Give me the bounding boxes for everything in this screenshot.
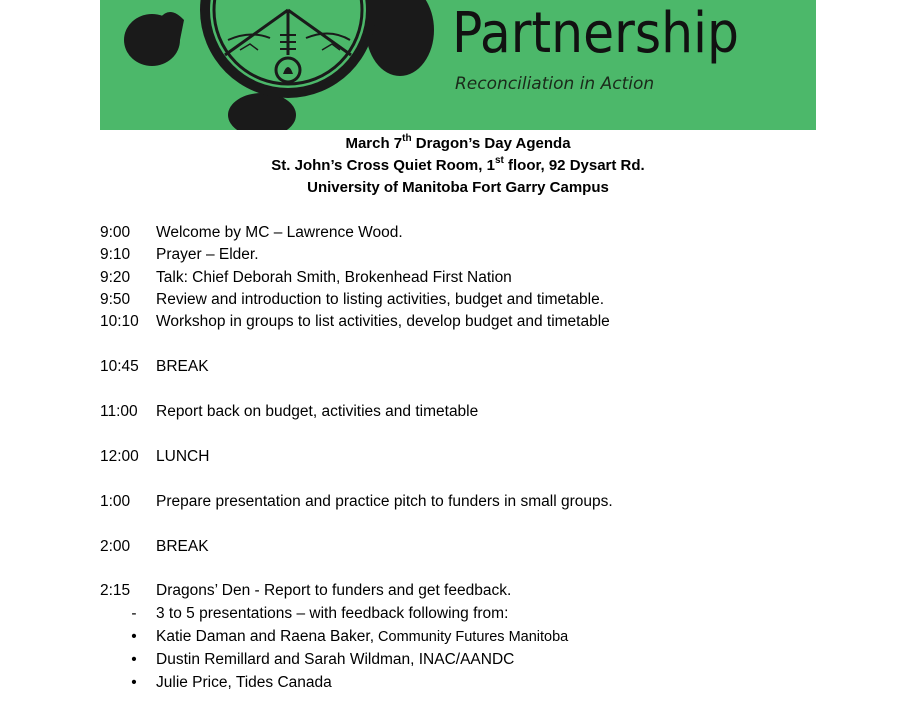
- agenda-text: BREAK: [156, 538, 209, 555]
- dash-marker: -: [131, 605, 137, 622]
- agenda-time: 9:50: [100, 291, 131, 308]
- agenda-text: BREAK: [156, 358, 209, 375]
- list-item-text: 3 to 5 presentations – with feedback following from:: [156, 605, 509, 622]
- agenda-text: Prayer – Elder.: [156, 246, 259, 263]
- bullet-marker: •: [131, 628, 137, 645]
- banner-title: Partnership: [452, 1, 739, 66]
- banner-subtitle: Reconciliation in Action: [455, 74, 655, 94]
- agenda-title: March 7th Dragon’s Day Agenda: [345, 133, 571, 152]
- agenda-time: 9:20: [100, 269, 131, 286]
- agenda-text: Report back on budget, activities and timetable: [156, 403, 479, 420]
- agenda-time: 2:15: [100, 582, 131, 599]
- agenda-location: St. John’s Cross Quiet Room, 1st floor, 92 Dysart Rd.: [271, 155, 645, 174]
- agenda-text: Dragons’ Den - Report to funders and get feedback.: [156, 582, 512, 599]
- list-item-text: Dustin Remillard and Sarah Wildman, INAC/AANDC: [156, 651, 515, 668]
- agenda-header: [100, 133, 816, 199]
- list-item-text: Julie Price, Tides Canada: [156, 674, 332, 691]
- agenda-time: 12:00: [100, 448, 139, 465]
- agenda-time: 10:45: [100, 358, 139, 375]
- list-item-text: Katie Daman and Raena Baker, Community Futures Manitoba: [156, 628, 569, 645]
- agenda-time: 1:00: [100, 493, 131, 510]
- bullet-marker: •: [131, 651, 137, 668]
- agenda-time: 10:10: [100, 313, 139, 330]
- agenda-text: Welcome by MC – Lawrence Wood.: [156, 224, 403, 241]
- agenda-campus: University of Manitoba Fort Garry Campus: [307, 179, 609, 196]
- agenda-text: LUNCH: [156, 448, 210, 465]
- agenda-time: 11:00: [100, 403, 138, 420]
- agenda-text: Workshop in groups to list activities, develop budget and timetable: [156, 313, 610, 330]
- bullet-marker: •: [131, 674, 137, 691]
- agenda-time: 2:00: [100, 538, 131, 555]
- header-banner: [100, 0, 816, 130]
- agenda-text: Review and introduction to listing activities, budget and timetable.: [156, 291, 605, 308]
- agenda-text: Talk: Chief Deborah Smith, Brokenhead First Nation: [156, 269, 512, 286]
- turtle-medicine-wheel-icon: [100, 0, 440, 130]
- agenda-time: 9:00: [100, 224, 131, 241]
- agenda-text: Prepare presentation and practice pitch to funders in small groups.: [156, 493, 613, 510]
- agenda-time: 9:10: [100, 246, 131, 263]
